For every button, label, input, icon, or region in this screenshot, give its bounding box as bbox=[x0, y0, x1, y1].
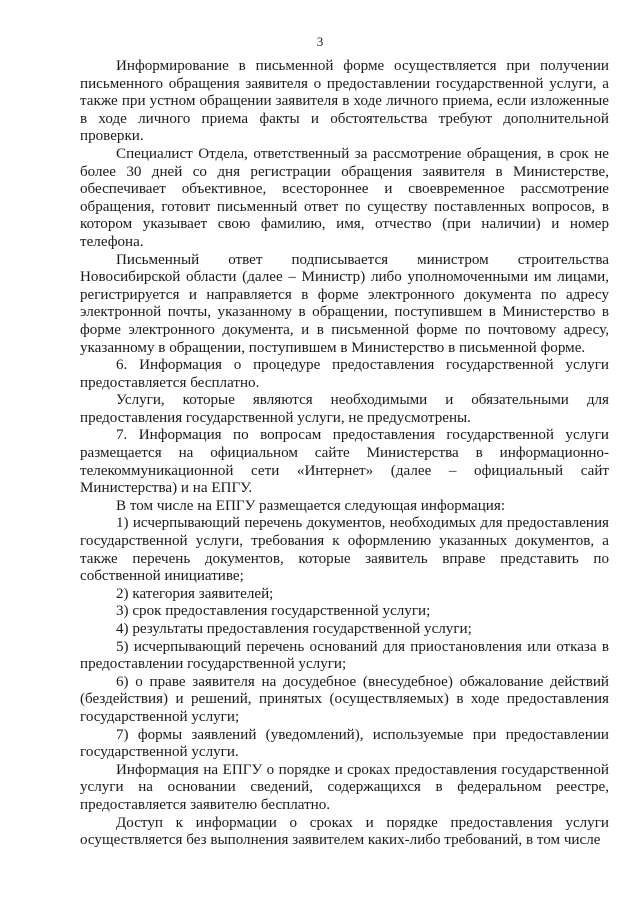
list-item-3: 3) срок предоставления государственной услуги; bbox=[116, 603, 431, 620]
list-item-5: 5) исчерпывающий перечень оснований для приостановления или отказа в предоставлении государственной услуги; bbox=[80, 638, 609, 673]
paragraph-epgu-free-info: Информация на ЕПГУ о порядке и сроках предоставления государственной услуги на основании сведений, содержащихся в федеральном реестре, предоставляется заявителю бесплатно. bbox=[80, 761, 609, 813]
paragraph-written-answer: Письменный ответ подписывается министром строительства Новосибирской области (далее – Министр) либо уполномоченными им лицами, регистрируется и направляется в форме электронного документа по адресу электронной почты, указанному в обращении, поступившем в Министерство в форме электронного документа, и в письменной форме по почтовому адресу, указанному в обращении, поступившем в Министерство в письменной форме. bbox=[80, 251, 609, 356]
paragraph-item-6: 6. Информация о процедуре предоставления государственной услуги предоставляется бесплатно. bbox=[80, 357, 609, 391]
document-body bbox=[80, 58, 609, 850]
paragraph-specialist-review: Специалист Отдела, ответственный за рассмотрение обращения, в срок не более 30 дней со дня регистрации обращения заявителя в Министерстве, обеспечивает объективное, всестороннее и своевременное рассмотрение обращения, готовит письменный ответ по существу поставленных вопросов, в котором указывает свою фамилию, имя, отчество (при наличии) и номер телефона. bbox=[80, 145, 609, 250]
paragraph-written-informing: Информирование в письменной форме осуществляется при получении письменного обращения заявителя о предоставлении государственной услуги, а также при устном обращении заявителя в ходе личного приема, если изложенные в ходе личного приема факты и обстоятельства требуют дополнительной проверки. bbox=[80, 58, 609, 145]
list-item-2: 2) категория заявителей; bbox=[116, 585, 274, 602]
paragraph-epgu-intro: В том числе на ЕПГУ размещается следующая информация: bbox=[116, 497, 506, 514]
page-number: 3 bbox=[316, 34, 324, 49]
list-item-4: 4) результаты предоставления государственной услуги; bbox=[116, 621, 472, 637]
paragraph-access-info: Доступ к информации о сроках и порядке предоставления услуги осуществляется без выполнения заявителем каких-либо требований, в том числе bbox=[80, 814, 609, 849]
paragraph-item-7: 7. Информация по вопросам предоставления государственной услуги размещается на официальном сайте Министерства в информационно-телекоммуникационной сети «Интернет» (далее – официальный сайт Министерства) и на ЕПГУ. bbox=[80, 427, 609, 497]
list-item-6: 6) о праве заявителя на досудебное (внесудебное) обжалование действий (бездействия) и решений, принятых (осуществляемых) в ходе предоставления государственной услуги; bbox=[80, 673, 609, 725]
paragraph-required-services: Услуги, которые являются необходимыми и обязательными для предоставления государственной услуги, не предусмотрены. bbox=[80, 392, 609, 426]
list-item-1: 1) исчерпывающий перечень документов, необходимых для предоставления государственной услуги, требования к оформлению указанных документов, а также перечень документов, которые заявитель вправе представить по собственной инициативе; bbox=[80, 515, 609, 585]
list-item-7: 7) формы заявлений (уведомлений), используемые при предоставлении государственной услуги. bbox=[80, 726, 609, 761]
